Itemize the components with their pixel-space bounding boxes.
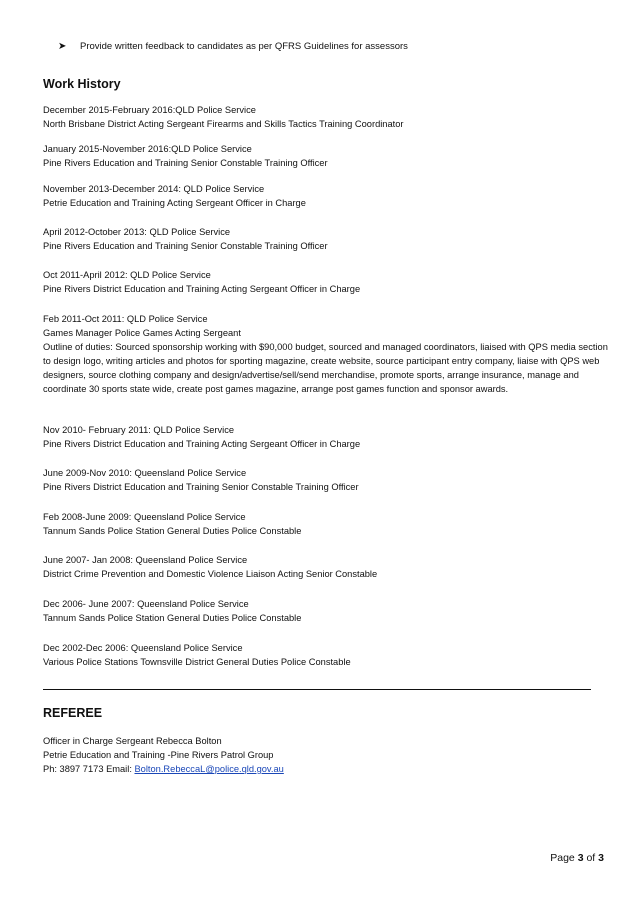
- work-entry: [43, 312, 613, 396]
- work-entry: [43, 553, 613, 581]
- referee-heading: REFEREE: [43, 706, 103, 720]
- entry-dates: Nov 2010- February 2011: QLD Police Service: [43, 425, 235, 435]
- referee-organisation: Petrie Education and Training -Pine Rivers Patrol Group: [43, 750, 274, 760]
- entry-role: North Brisbane District Acting Sergeant Firearms and Skills Tactics Training Coordinator: [43, 119, 404, 129]
- entry-role: Pine Rivers District Education and Training Senior Constable Training Officer: [43, 482, 359, 492]
- work-entry: [43, 510, 613, 538]
- entry-dates: Dec 2002-Dec 2006: Queensland Police Service: [43, 643, 243, 653]
- current-page: 3: [577, 852, 584, 864]
- total-pages: 3: [598, 852, 604, 864]
- entry-dates: June 2007- Jan 2008: Queensland Police Service: [43, 555, 248, 565]
- entry-role: District Crime Prevention and Domestic Violence Liaison Acting Senior Constable: [43, 569, 378, 579]
- entry-dates: April 2012-October 2013: QLD Police Service: [43, 227, 231, 237]
- entry-dates: Feb 2008-June 2009: Queensland Police Service: [43, 512, 246, 522]
- work-entry: [43, 466, 613, 494]
- entry-role: Pine Rivers Education and Training Senior Constable Training Officer: [43, 241, 328, 251]
- work-entry: [43, 423, 613, 451]
- referee-contact: [43, 762, 284, 776]
- work-entry: [43, 268, 613, 296]
- referee-email-link[interactable]: Bolton.RebeccaL@police.qld.gov.au: [134, 764, 284, 774]
- page-number: [550, 852, 604, 864]
- of-label: of: [586, 852, 596, 864]
- work-entry: [43, 225, 613, 253]
- work-history-heading: Work History: [43, 77, 121, 91]
- work-entry: [43, 142, 613, 170]
- entry-dates: Dec 2006- June 2007: Queensland Police Service: [43, 599, 249, 609]
- entry-dates: June 2009-Nov 2010: Queensland Police Service: [43, 468, 247, 478]
- page-label: Page: [550, 852, 575, 864]
- section-divider: [43, 689, 591, 690]
- arrow-bullet-icon: ➤: [58, 41, 67, 52]
- work-entry: [43, 182, 613, 210]
- referee-block: [43, 734, 284, 776]
- entry-dates: November 2013-December 2014: QLD Police Service: [43, 184, 265, 194]
- bullet-text: Provide written feedback to candidates as per QFRS Guidelines for assessors: [80, 41, 408, 52]
- referee-name: Officer in Charge Sergeant Rebecca Bolton: [43, 736, 222, 746]
- entry-dates: December 2015-February 2016:QLD Police Service: [43, 105, 256, 115]
- entry-dates: January 2015-November 2016:QLD Police Service: [43, 144, 252, 154]
- entry-dates: Oct 2011-April 2012: QLD Police Service: [43, 270, 211, 280]
- entry-role: Petrie Education and Training Acting Sergeant Officer in Charge: [43, 198, 306, 208]
- work-entry: [43, 103, 613, 131]
- referee-phone: Ph: 3897 7173 Email:: [43, 764, 135, 774]
- bullet-item: [58, 41, 408, 52]
- work-entry: [43, 597, 613, 625]
- entry-dates: Feb 2011-Oct 2011: QLD Police Service: [43, 314, 208, 324]
- entry-role: Games Manager Police Games Acting Sergeant: [43, 328, 241, 338]
- entry-duties: Outline of duties: Sourced sponsorship working with $90,000 budget, sourced and managed coordinators, liaised with QPS media section to design logo, writing articles and photos for sporting magazine, create website, source participant entry company, liaise with QPS web designers, source clothing company and design/advertise/sell/send merchandise, promote sports, arrange insurance, manage and coordinate 30 sports state wide, create post games magazine, arrange post games function and sponsor awards.: [43, 342, 608, 394]
- entry-role: Tannum Sands Police Station General Duties Police Constable: [43, 613, 302, 623]
- entry-role: Pine Rivers District Education and Training Acting Sergeant Officer in Charge: [43, 439, 361, 449]
- entry-role: Tannum Sands Police Station General Duties Police Constable: [43, 526, 302, 536]
- work-entry: [43, 641, 613, 669]
- entry-role: Various Police Stations Townsville District General Duties Police Constable: [43, 657, 351, 667]
- entry-role: Pine Rivers Education and Training Senior Constable Training Officer: [43, 158, 328, 168]
- entry-role: Pine Rivers District Education and Training Acting Sergeant Officer in Charge: [43, 284, 361, 294]
